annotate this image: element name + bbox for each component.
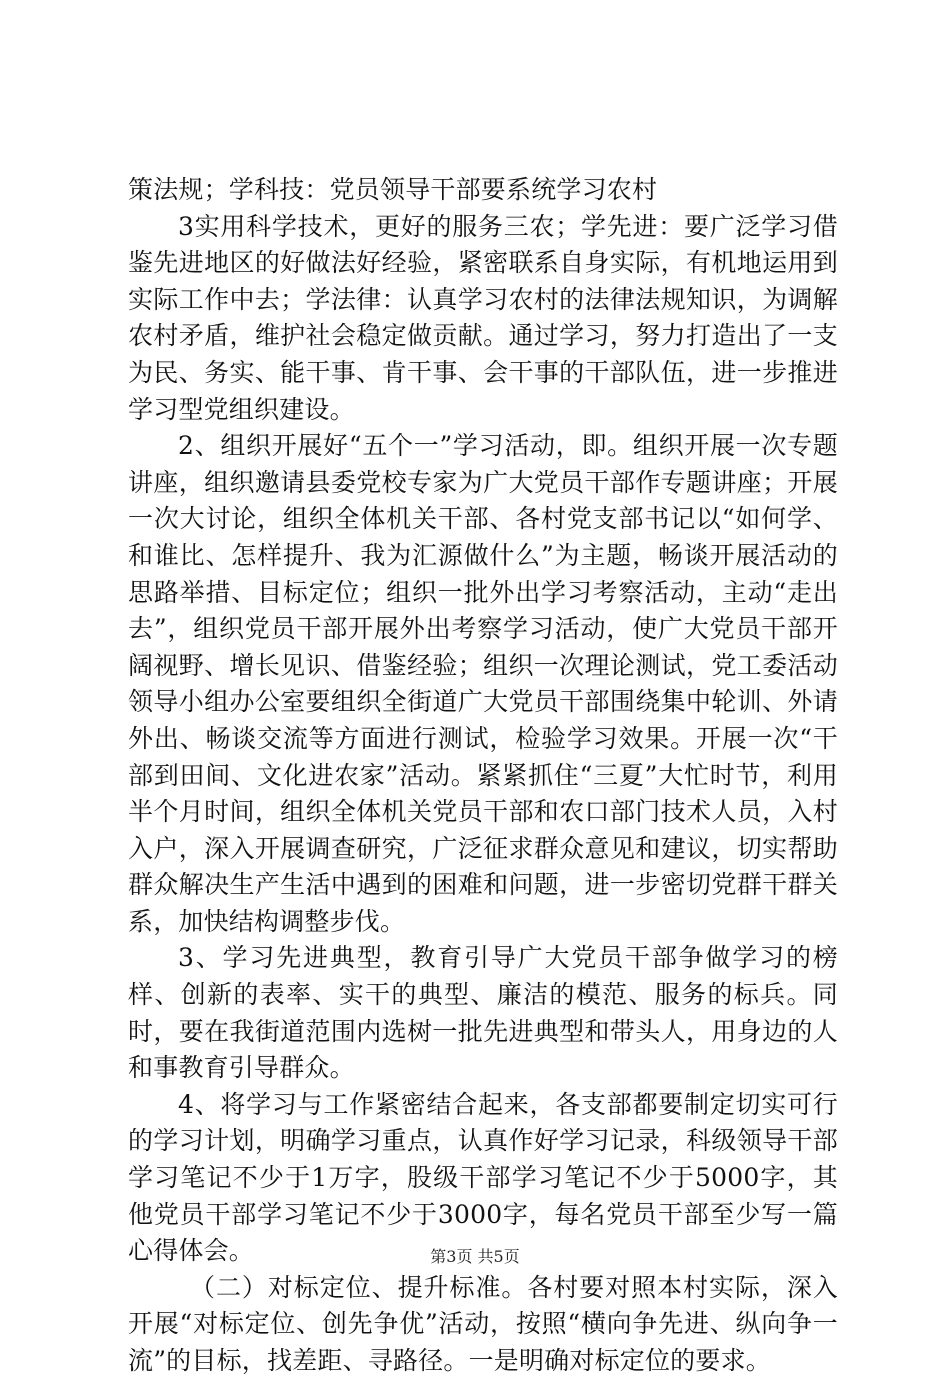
paragraph-item-3: 3、学习先进典型，教育引导广大党员干部争做学习的榜样、创新的表率、实干的典型、廉洁的模范、服务的标兵。同时，要在我街道范围内选树一批先进典型和带头人，用身边的人和事教育引导群众。 bbox=[128, 943, 838, 1083]
document-body bbox=[128, 172, 838, 1380]
paragraph-section-2: （二）对标定位、提升标准。各村要对照本村实际，深入开展“对标定位、创先争优”活动，按照“横向争先进、纵向争一流”的目标，找差距、寻路径。一是明确对标定位的要求。 bbox=[128, 1272, 838, 1375]
paragraph-continuation: 策法规；学科技：党员领导干部要系统学习农村 bbox=[128, 175, 658, 204]
paragraph-item-4: 4、将学习与工作紧密结合起来，各支部都要制定切实可行的学习计划，明确学习重点，认真作好学习记录，科级领导干部学习笔记不少于1万字，股级干部学习笔记不少于5000字，其他党员干部学习笔记不少于3000字，每名党员干部至少写一篇心得体会。 bbox=[128, 1089, 838, 1266]
paragraph-item-2: 2、组织开展好“五个一”学习活动，即。组织开展一次专题讲座，组织邀请县委党校专家为广大党员干部作专题讲座；开展一次大讨论，组织全体机关干部、各村党支部书记以“如何学、和谁比、怎样提升、我为汇源做什么”为主题，畅谈开展活动的思路举措、目标定位；组织一批外出学习考察活动，主动“走出去”，组织党员干部开展外出考察学习活动，使广大党员干部开阔视野、增长见识、借鉴经验；组织一次理论测试，党工委活动领导小组办公室要组织全街道广大党员干部围绕集中轮训、外请外出、畅谈交流等方面进行测试，检验学习效果。开展一次“干部到田间、文化进农家”活动。紧紧抓住“三夏”大忙时节，利用半个月时间，组织全体机关党员干部和农口部门技术人员，入村入户，深入开展调查研究，广泛征求群众意见和建议，切实帮助群众解决生产生活中遇到的困难和问题，进一步密切党群干群关系，加快结构调整步伐。 bbox=[128, 431, 838, 936]
page-number-footer: 第3页 共5页 bbox=[430, 1247, 520, 1266]
paragraph-item-1-cont: 3实用科学技术，更好的服务三农；学先进：要广泛学习借鉴先进地区的好做法好经验，紧密联系自身实际，有机地运用到实际工作中去；学法律：认真学习农村的法律法规知识，为调解农村矛盾，维护社会稳定做贡献。通过学习，努力打造出了一支为民、务实、能干事、肯干事、会干事的干部队伍，进一步推进学习型党组织建设。 bbox=[128, 211, 838, 424]
